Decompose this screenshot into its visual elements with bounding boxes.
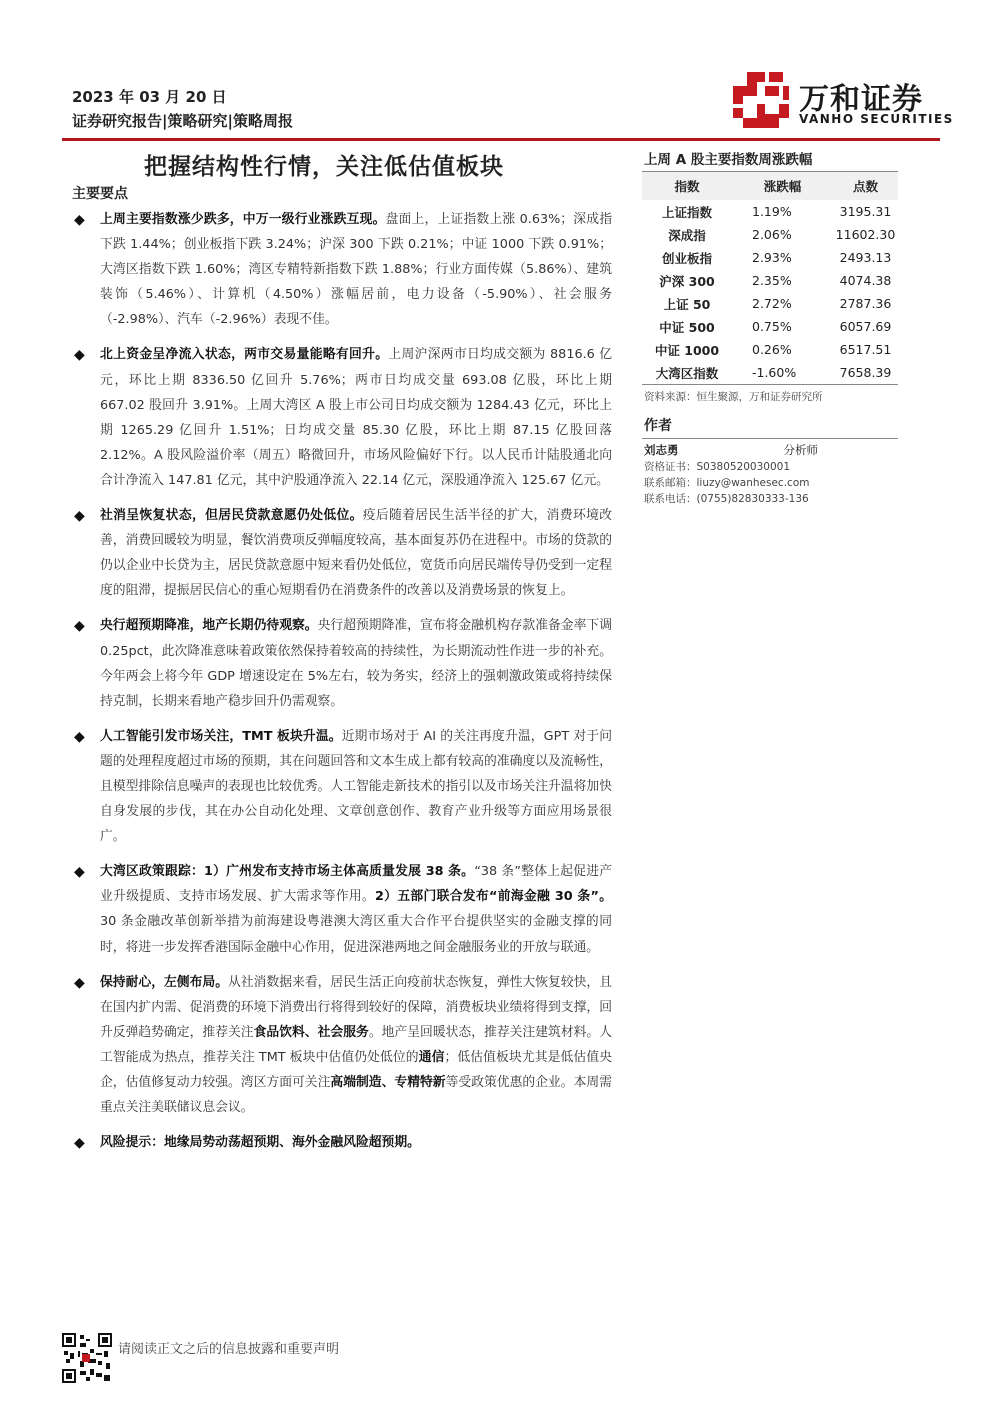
index-change: 2.72% [752,296,792,311]
index-table-title: 上周 A 股主要指数周涨跌幅 [642,146,898,172]
index-change: 2.93% [752,250,792,265]
key-point-body: 疫后随着居民生活半径的扩大，消费环境改善，消费回暖较为明显，餐饮消费项反弹幅度较高，基本面复苏仍在进程中。市场的贷款的仍以企业中长贷为主，居民贷款意愿中短来看仍处低位，宽货币向居民端传导仍受到一定程度的阻滞，提振居民信心的重心短期看仍在消费条件的改善以及消费场景的恢复上。 [100,508,613,599]
author-email[interactable]: 联系邮箱：liuzy@wanhesec.com [644,477,810,489]
diamond-bullet-icon: ◆ [74,618,85,635]
author-row [642,442,898,459]
key-point-body: ；低估值板块尤其是低估值央企，估值修复动力较强。湾区方面可关注 [100,1049,613,1090]
index-name: 大湾区指数 [655,365,719,381]
key-point-lead: 北上资金呈净流入状态，两市交易量能略有回升。 [100,347,389,363]
key-point-body: 。地产呈回暖状态，推荐关注建筑材料。人工智能成为热点，推荐关注 TMT 板块中估值仍处低位的 [100,1024,613,1065]
index-name: 上证 50 [663,296,711,312]
table-row [642,361,898,385]
index-change: -1.60% [752,365,797,380]
index-name: 上证指数 [661,204,712,220]
logo-text-en: VANHO SECURITIES [799,112,954,126]
key-points-list [72,207,612,1155]
index-points: 2787.36 [839,296,892,311]
table-row [642,246,898,269]
author-name: 刘志勇 [644,443,679,457]
table-row [642,338,898,361]
index-table [642,172,898,385]
diamond-bullet-icon: ◆ [74,508,85,525]
key-point-body: 盘面上，上证指数上涨 0.63%；深成指下跌 1.44%；创业板指下跌 3.24%；沪深 300 下跌 0.21%；中证 1000 下跌 0.91%；大湾区指数下跌 1.60%；湾区专精特新指数下跌 1.88%；行业方面传媒（5.86%）、建筑装饰（5.46%）、计算机（4.50%）涨幅居前，电力设备（-5.90%）、社会服务（-2.98%）、汽车（-2.96%）表现不佳。 [100,212,612,328]
key-point-body: 从社消数据来看，居民生活正向疫前状态恢复，弹性大恢复较快，且在国内扩内需、促消费的环境下消费出行将得到较好的保障，消费板块业绩将得到支撑，回升反弹趋势确定，推荐关注 [100,974,613,1040]
diamond-bullet-icon: ◆ [74,864,85,881]
author-phone: 联系电话：(0755)82830333-136 [644,493,809,505]
key-point-1 [72,207,612,332]
highlight-sectors: 高端制造、专精特新 [330,1075,446,1090]
table-row [642,223,898,246]
key-points-heading: 主要要点 [72,186,128,202]
key-point-8 [72,1130,612,1155]
index-points: 2493.13 [839,250,892,265]
diamond-bullet-icon: ◆ [74,974,85,991]
index-name: 创业板指 [661,250,712,266]
index-change: 0.75% [752,319,792,334]
company-logo [733,72,954,134]
key-point-5 [72,724,612,849]
author-heading: 作者 [642,413,898,439]
index-name: 深成指 [668,227,706,243]
key-point-body: 近期市场对于 AI 的关注再度升温，GPT 对于问题的处理程度超过市场的预期，其在问题回答和文本生成上都有较高的准确度以及流畅性，且模型排除信息噪声的表现也比较优秀。人工智能走新技术的指引以及市场关注升温将加快自身发展的步伐，其在办公自动化处理、文章创意创作、教育产业升级等方面应用场景很广。 [100,728,612,845]
index-change: 2.06% [752,227,792,242]
index-points: 11602.30 [835,227,896,242]
index-points: 6517.51 [839,342,892,357]
disclaimer-note: 请阅读正文之后的信息披露和重要声明 [118,1342,340,1357]
key-point-lead: 大湾区政策跟踪：1）广州发布支持市场主体高质量发展 38 条。 [100,864,475,880]
report-date: 2023 年 03 月 20 日 [72,88,227,106]
vanho-logo-icon [733,72,789,128]
index-points: 6057.69 [839,319,892,334]
diamond-bullet-icon: ◆ [74,728,85,745]
key-point-body-2: 30 条金融改革创新举措为前海建设粤港澳大湾区重大合作平台提供坚实的金融支撑的同时，将进一步发挥香港国际金融中心作用，促进深港两地之间金融服务业的开放与联通。 [100,914,612,955]
index-points: 3195.31 [839,204,892,219]
index-points: 4074.38 [839,273,892,288]
table-row [642,200,898,223]
key-point-lead-2: 2）五部门联合发布“前海金融 30 条”。 [375,889,612,905]
report-category: 证券研究报告|策略研究|策略周报 [72,112,293,130]
table-row [642,292,898,315]
data-source-note: 资料来源：恒生聚源，万和证券研究所 [644,391,823,403]
key-point-lead: 保持耐心，左侧布局。 [100,974,229,990]
highlight-sectors: 通信 [418,1049,445,1065]
diamond-bullet-icon: ◆ [74,212,85,228]
logo-text-cn: 万和证券 [799,82,923,117]
report-title: 把握结构性行情，关注低估值板块 [144,154,504,180]
index-name: 中证 1000 [654,342,720,358]
highlight-sectors: 食品饮料、社会服务 [253,1024,369,1040]
table-row [642,269,898,292]
key-point-body: 等受政策优惠的企业。本周需重点关注美联储议息会议。 [100,1075,613,1116]
index-change: 2.35% [752,273,792,288]
key-point-lead: 人工智能引发市场关注，TMT 板块升温。 [100,728,342,744]
index-name: 沪深 300 [659,273,715,289]
key-point-lead: 央行超预期降准，地产长期仍待观察。 [100,618,318,634]
table-row [642,315,898,338]
diamond-bullet-icon: ◆ [74,1135,85,1152]
qr-code-icon [62,1333,112,1383]
index-points: 7658.39 [839,365,892,380]
key-point-4 [72,613,612,713]
sidebar [642,146,898,507]
key-point-7 [72,970,612,1121]
key-point-lead: 社消呈恢复状态，但居民贷款意愿仍处低位。 [100,508,363,524]
table-header-row [642,172,898,200]
key-point-lead: 上周主要指数涨少跌多，中万一级行业涨跌互现。 [100,212,386,227]
header-divider [62,138,940,141]
key-point-6 [72,859,612,959]
index-change: 1.19% [752,204,792,219]
key-point-2 [72,342,612,493]
index-change: 0.26% [752,342,792,357]
author-role: 分析师 [783,443,818,457]
column-header: 点数 [852,179,878,194]
column-header: 涨跌幅 [763,179,802,194]
index-name: 中证 500 [659,319,715,335]
key-point-3 [72,503,612,603]
diamond-bullet-icon: ◆ [74,347,85,364]
risk-warning: 风险提示：地缘局势动荡超预期、海外金融风险超预期。 [100,1135,420,1151]
column-header: 指数 [674,179,700,194]
author-cert: 资格证书：S0380520030001 [644,461,791,473]
key-point-body: “38 条”整体上起促进产业升级提质、支持市场发展、扩大需求等作用。 [100,864,612,905]
key-point-body: 央行超预期降准，宣布将金融机构存款准备金率下调 0.25pct，此次降准意味着政策依然保持着较高的持续性，为长期流动性作进一步的补充。今年两会上将今年 GDP 增速设定在 5%左右，较为务实，经济上的强刺激政策或将持续保持克制，长期来看地产稳步回升仍需观察。 [100,618,613,709]
key-point-body: 上周沪深两市日均成交额为 8816.6 亿元，环比上期 8336.50 亿回升 5.76%；两市日均成交量 693.08 亿股，环比上期 667.02 股回升 3.91%。上周大湾区 A 股上市公司日均成交额为 1284.43 亿元，环比上期 1265.29 亿回升 1.51%；日均成交量 85.30 亿股，环比上期 87.15 亿股回落 2.12%。A 股风险溢价率（周五）略微回升，市场风险偏好下行。以人民币计陆股通北向合计净流入 147.81 亿元，其中沪股通净流入 22.14 亿元，深股通净流入 125.67 亿元。 [100,347,612,488]
